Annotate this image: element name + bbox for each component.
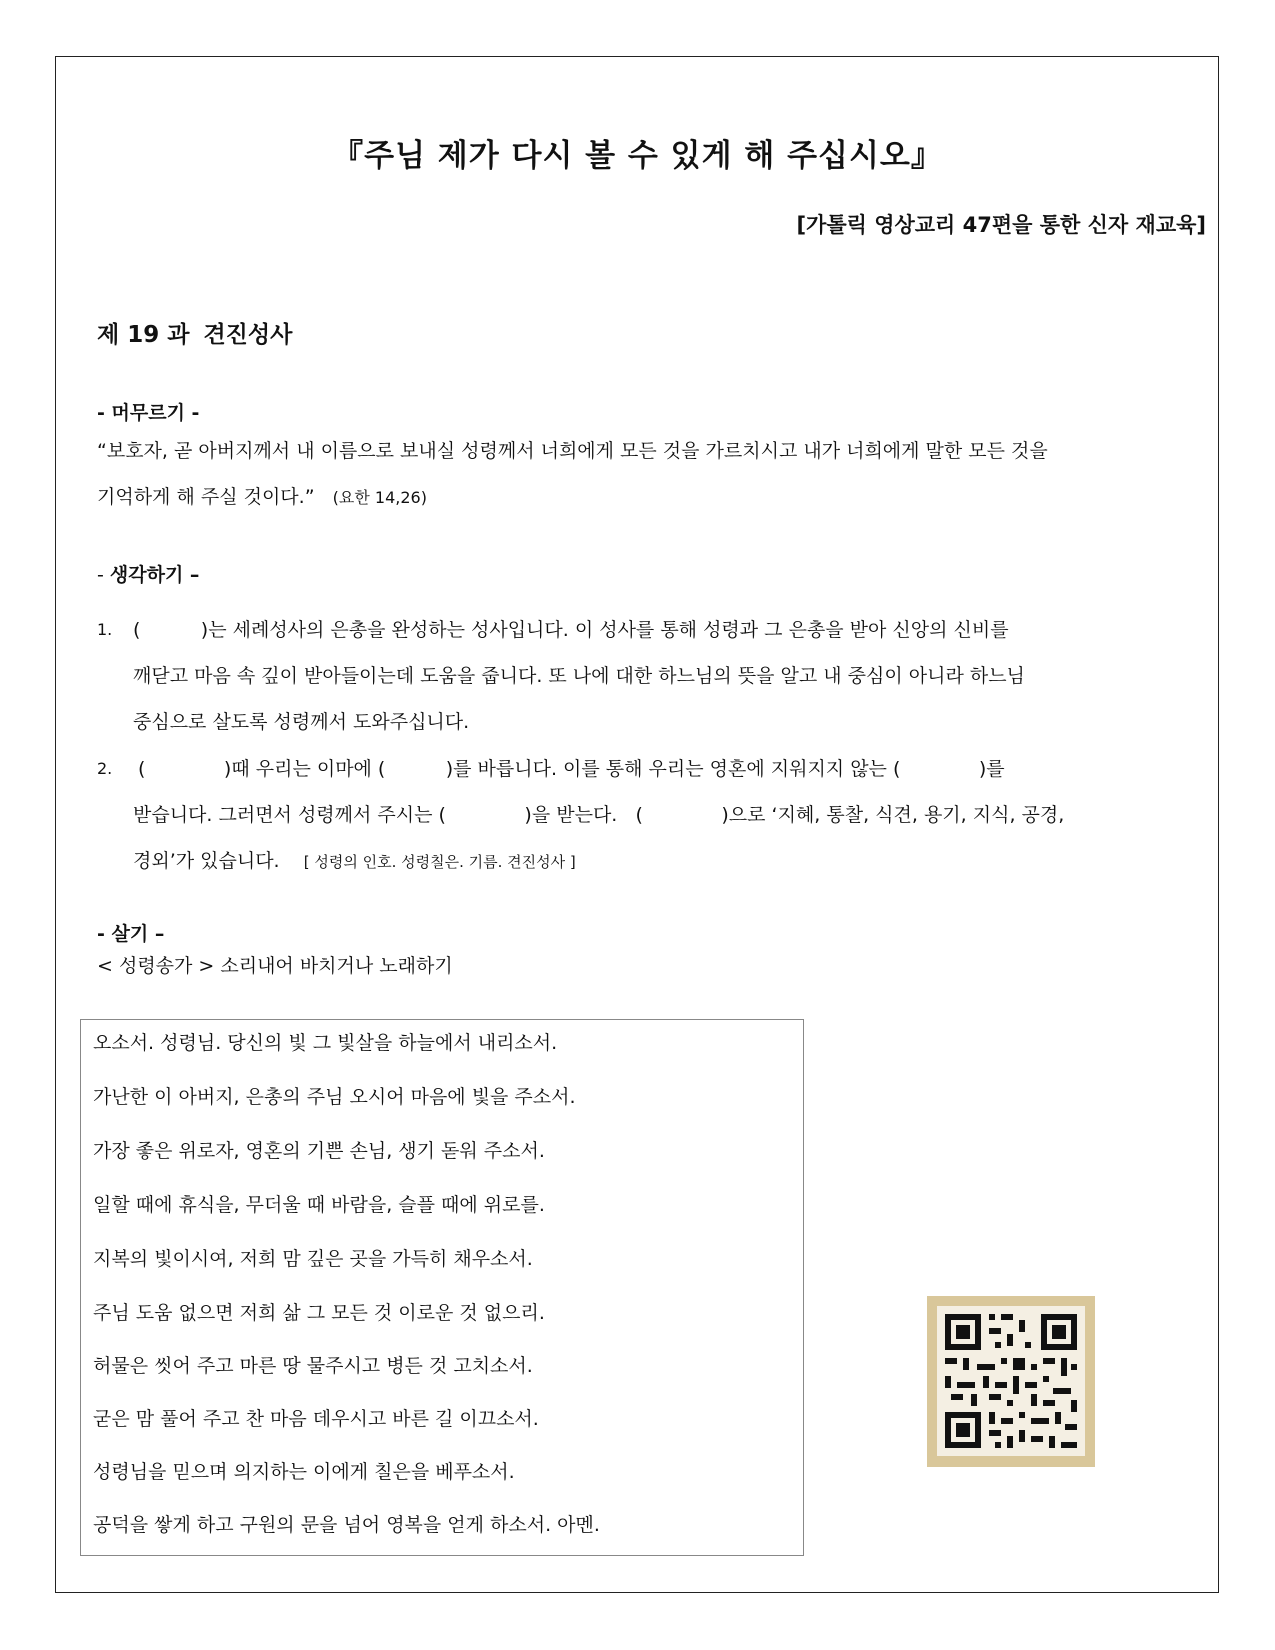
prayer-line: 가장 좋은 위로자, 영혼의 기쁜 손님, 생기 돋워 주소서. [93,1140,545,1162]
prayer-line: 주님 도움 없으면 저희 삶 그 모든 것 이로운 것 없으리. [93,1302,545,1324]
quote-text: 기억하게 해 주실 것이다.” [97,486,315,508]
question-text: 경외’가 있습니다. [133,850,280,872]
qr-code[interactable] [927,1296,1095,1467]
heading-prefix: - [97,564,110,586]
question-line [133,846,576,873]
quote-line: “보호자, 곧 아버지께서 내 이름으로 보내실 성령께서 너희에게 모든 것을 가르치시고 내가 너희에게 말한 모든 것을 [97,440,1048,462]
prayer-line: 굳은 맘 풀어 주고 찬 마음 데우시고 바른 길 이끄소서. [93,1408,539,1430]
page-title: 『주님 제가 다시 볼 수 있게 해 주십시오』 [332,138,943,174]
answer-hint: [ 성령의 인호. 성령칠은. 기름. 견진성사 ] [303,853,576,871]
question-line: ( )는 세례성사의 은총을 완성하는 성사입니다. 이 성사를 통해 성령과 그 은총을 받아 신앙의 신비를 [133,619,1009,641]
prayer-line: 성령님을 믿으며 의지하는 이에게 칠은을 베푸소서. [93,1461,515,1483]
section-heading-live: - 살기 – [97,923,165,945]
prayer-line: 가난한 이 아버지, 은총의 주님 오시어 마음에 빛을 주소서. [93,1086,576,1108]
prayer-line: 오소서. 성령님. 당신의 빛 그 빛살을 하늘에서 내리소서. [93,1032,558,1054]
prayer-line: 지복의 빛이시여, 저희 맘 깊은 곳을 가득히 채우소서. [93,1248,533,1270]
qr-pattern-icon [937,1306,1085,1456]
question-line: 받습니다. 그러면서 성령께서 주시는 ( )을 받는다. ( )으로 ‘지혜, 통찰, 식견, 용기, 지식, 공경, [133,804,1065,826]
prayer-line: 허물은 씻어 주고 마른 땅 물주시고 병든 것 고치소서. [93,1355,533,1377]
live-instruction: < 성령송가 > 소리내어 바치거나 노래하기 [97,955,453,977]
page-subtitle: [가톨릭 영상교리 47편을 통한 신자 재교육] [796,213,1206,237]
question-line: ( )때 우리는 이마에 ( )를 바릅니다. 이를 통해 우리는 영혼에 지워지지 않는 ( )를 [138,758,1005,780]
question-line: 깨닫고 마음 속 깊이 받아들이는데 도움을 줍니다. 또 나에 대한 하느님의 뜻을 알고 내 중심이 아니라 하느님 [133,665,1025,687]
question-number: 2. [97,759,113,778]
lesson-number: 제 19 과 [97,322,190,348]
prayer-box [80,1019,804,1556]
question-line: 중심으로 살도록 성령께서 도와주십니다. [133,711,470,733]
question-number: 1. [97,620,113,639]
quote-reference: (요한 14,26) [332,488,427,507]
lesson-name: 견진성사 [203,322,293,348]
lesson-heading [97,316,292,349]
section-heading-reflect: - 머무르기 - [97,402,200,424]
prayer-line: 일할 때에 휴식을, 무더울 때 바람을, 슬플 때에 위로를. [93,1194,545,1216]
scripture-quote [97,428,1048,521]
prayer-line: 공덕을 쌓게 하고 구원의 문을 넘어 영복을 얻게 하소서. 아멘. [93,1514,600,1536]
heading-text: 생각하기 – [109,564,200,586]
quote-line [97,474,1048,521]
qr-code-image [937,1306,1085,1456]
section-heading-think [97,560,199,587]
